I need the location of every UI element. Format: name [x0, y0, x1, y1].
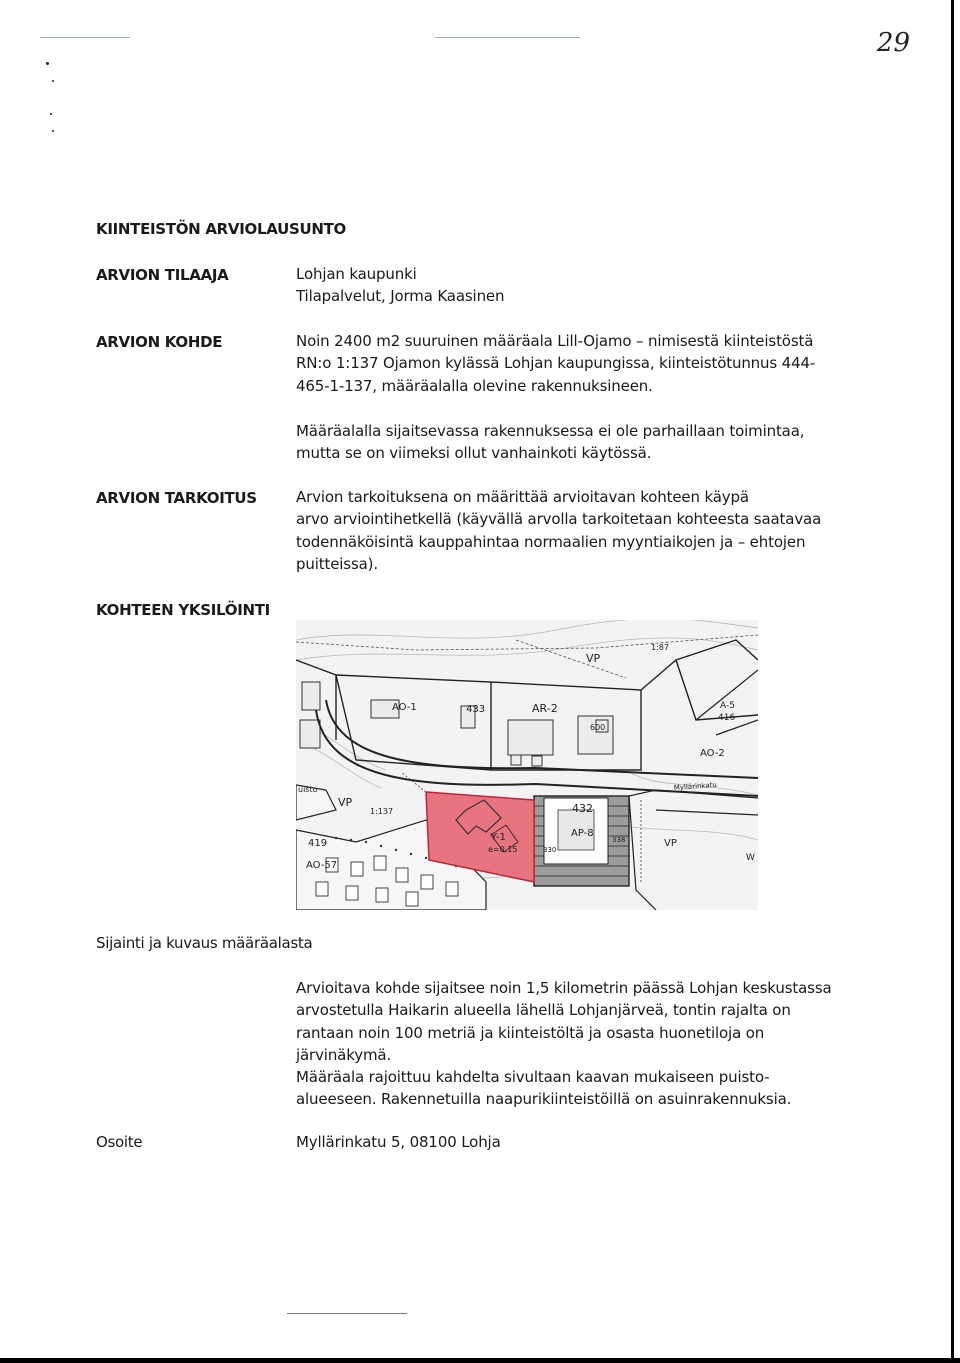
map-label: AP-8 [571, 828, 594, 839]
map-label: VP [338, 796, 353, 809]
label-arvion-tilaaja: ARVION TILAAJA [96, 266, 229, 284]
tilaaja-line: Lohjan kaupunki [296, 265, 417, 283]
map-label: 338 [612, 836, 626, 844]
map-label: 1:87 [651, 643, 669, 652]
map-label: 433 [466, 704, 486, 715]
tarkoitus-text [296, 486, 856, 575]
kohde-line: Noin 2400 m2 suuruinen määräala Lill-Ojamo – nimisestä kiinteistöstä [296, 332, 814, 350]
map-label: Y-1 [491, 832, 506, 843]
map-label: Myllärinkatu [673, 781, 718, 792]
map-label: uisto [298, 785, 318, 794]
scan-line [435, 37, 580, 38]
map-label: AO-57 [306, 860, 338, 871]
sijainti-line: Määräala rajoittuu kahdelta sivultaan kaavan mukaiseen puisto- [296, 1068, 770, 1087]
sijainti-line: arvostetulla Haikarin alueella lähellä Lohjanjärveä, tontin rajalta on [296, 1001, 791, 1020]
map-label: W [746, 853, 755, 863]
tilaaja-text [296, 263, 856, 308]
sijainti-line: Arvioitava kohde sijaitsee noin 1,5 kilometrin päässä Lohjan keskustassa [296, 979, 832, 997]
document-title: KIINTEISTÖN ARVIOLAUSUNTO [96, 220, 346, 238]
label-osoite: Osoite [96, 1133, 143, 1151]
scan-line [40, 37, 130, 38]
kohde-note-line: Määräalalla sijaitsevassa rakennuksessa ei ole parhaillaan toimintaa, [296, 422, 805, 440]
sijainti-line: rantaan noin 100 metriä ja kiinteistöltä ja osasta huonetiloja on [296, 1023, 765, 1042]
kohde-line: 465-1-137, määräalalla olevine rakennuksineen. [296, 376, 653, 395]
sijainti-text [296, 977, 856, 1111]
scan-speck [50, 113, 52, 115]
kohde-text [296, 330, 856, 397]
map-label: 419 [308, 838, 328, 849]
tarkoitus-line: todennäköisintä kauppahintaa normaalien myyntiaikojen ja – ehtojen [296, 532, 806, 551]
sijainti-line: järvinäkymä. [296, 1045, 392, 1064]
label-arvion-kohde: ARVION KOHDE [96, 333, 223, 351]
map-label: AO-2 [700, 748, 725, 759]
map-label: AR-2 [532, 702, 558, 715]
page-number: 29 [876, 28, 910, 58]
map-label: 330 [543, 846, 557, 854]
label-arvion-tarkoitus: ARVION TARKOITUS [96, 489, 257, 507]
label-sijainti: Sijainti ja kuvaus määräalasta [96, 934, 313, 952]
tarkoitus-line: puitteissa). [296, 554, 378, 573]
scan-border-right [951, 0, 954, 1363]
map-label: 600 [590, 723, 606, 732]
kohde-note [296, 420, 856, 465]
map-label: AO-1 [392, 702, 417, 713]
scan-speck [52, 80, 54, 82]
scan-line [287, 1313, 407, 1314]
scan-speck [46, 62, 49, 65]
tarkoitus-line: arvo arviointihetkellä (käyvällä arvolla tarkoitetaan kohteesta saatavaa [296, 510, 822, 529]
map-label: 416 [718, 713, 736, 723]
tilaaja-line: Tilapalvelut, Jorma Kaasinen [296, 287, 505, 306]
map-label: VP [586, 652, 601, 665]
map-label: VP [664, 838, 677, 849]
label-kohteen-yksilointi: KOHTEEN YKSILÖINTI [96, 601, 270, 619]
map-label: 1:137 [370, 807, 394, 816]
zoning-map [296, 620, 758, 910]
sijainti-line: alueeseen. Rakennetuilla naapurikiinteistöillä on asuinrakennuksia. [296, 1090, 792, 1109]
tarkoitus-line: Arvion tarkoituksena on määrittää arvioitavan kohteen käypä [296, 488, 749, 506]
osoite-value [296, 1131, 856, 1153]
kohde-note-line: mutta se on viimeksi ollut vanhainkoti käytössä. [296, 444, 652, 463]
scan-border-bottom [0, 1358, 960, 1363]
address: Myllärinkatu 5, 08100 Lohja [296, 1133, 501, 1151]
map-label: 432 [572, 802, 593, 815]
map-label: A-5 [720, 701, 735, 711]
scan-speck [52, 130, 54, 132]
map-label: e=0.15 [488, 845, 518, 854]
kohde-line: RN:o 1:137 Ojamon kylässä Lohjan kaupungissa, kiinteistötunnus 444- [296, 354, 816, 373]
